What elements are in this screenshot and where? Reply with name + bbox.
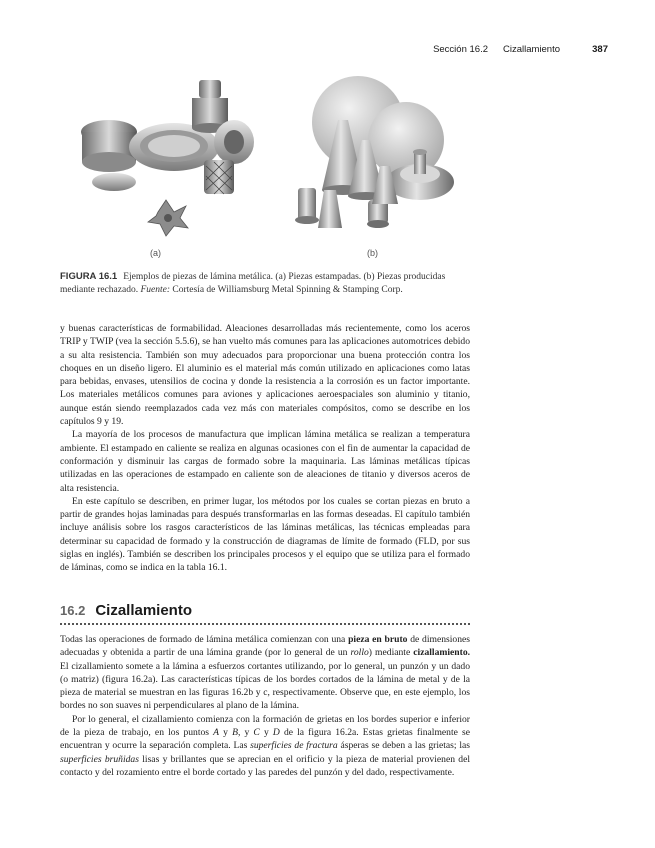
figure-label-a: (a) <box>150 248 161 258</box>
figure-caption <box>60 270 480 297</box>
header-section-title: Cizallamiento <box>502 44 560 55</box>
figure-b-spun-parts-image <box>280 70 456 238</box>
section-heading <box>60 602 480 628</box>
paragraph: Por lo general, el cizallamiento comienza con la formación de grietas en los bordes superior e inferior de la pieza de trabajo, en los puntos A y B, y C y D de la figura 16.2a. Estas grietas finalmente se encuentran y ocurre la separación completa. Las superficies de fractura ásperas se deben a las grietas; las superficies bruñidas lisas y brillantes que se aprecian en el orificio y la pieza de material provienen del contacto y del rozamiento entre el borde cortado y las paredes del punzón y del dado, respectivamente. <box>60 713 471 778</box>
figure-a-stamped-parts-image <box>74 72 262 237</box>
paragraph: y buenas características de formabilidad. Aleaciones desarrolladas más recientemente, como los aceros TRIP y TWIP (vea la sección 5.5.6), se han vuelto más comunes para las aplicaciones automotrices debido a su alta resistencia. También son muy adecuados para proporcionar una buena protección contra los choques en un diseño ligero. El aluminio es el material más común utilizado en aplicaciones como latas para bebidas, envases, utensilios de cocina y donde la resistencia a la corrosión es un factor importante. Los materiales metálicos comunes para aviones y aplicaciones aeroespaciales son aluminio y titanio, aunque están siendo reemplazados cada vez más con materiales compósitos, como se describe en los capítulos 9 y 19. <box>60 323 470 428</box>
paragraph: La mayoría de los procesos de manufactura que implican lámina metálica se realizan a temperatura ambiente. El estampado en caliente se realiza en algunas ocasiones con el fin de aumentar la capacidad de conformación y disminuir las cargas de formado sobre la maquinaria. Las láminas metálicas típicas utilizadas en las operaciones de estampado en caliente son de aleaciones de titanio y diversos aceros de alta resistencia. <box>60 429 470 494</box>
body-text-section <box>60 633 470 779</box>
figure-caption-source-label: Fuente: <box>140 285 170 295</box>
section-title: Cizallamiento <box>95 602 192 619</box>
section-divider <box>60 623 470 625</box>
paragraph: Todas las operaciones de formado de lámina metálica comienzan con una pieza en bruto de dimensiones adecuadas y obtenida a partir de una lámina grande (por lo general de un rollo) mediante cizallamiento. El cizallamiento somete a la lámina a esfuerzos cortantes utilizando, por lo general, un punzón y un dado (o matriz) (figura 16.2a). Las características típicas de los bordes cortados de la lámina de metal y de la pieza de material se muestran en las figuras 16.2b y c, respectivamente. Observe que, en este ejemplo, los bordes no son suaves ni perpendiculares al plano de la lámina. <box>60 634 471 712</box>
figure-label-b: (b) <box>367 248 378 258</box>
body-text-intro <box>60 322 470 575</box>
section-number: 16.2 <box>60 603 86 618</box>
figure-caption-text: Ejemplos de piezas de lámina metálica. (a) Piezas estampadas. (b) Piezas producidas mediante rechazado. <box>60 272 446 295</box>
page-number: 387 <box>592 44 608 55</box>
paragraph: En este capítulo se describen, en primer lugar, los métodos por los cuales se cortan piezas en bruto a partir de grandes hojas laminadas para después transformarlas en las formas deseadas. El capítulo también incluye análisis sobre los rasgos característicos de las láminas metálicas, las técnicas empleadas para determinar su capacidad de formado y la construcción de diagramas de límite de formado (FLD, por sus siglas en inglés). También se describen los principales procesos y el equipo que se utiliza para el formado de láminas, como se indica en la tabla 16.1. <box>60 495 470 574</box>
running-header <box>60 44 608 58</box>
figure-caption-label: FIGURA 16.1 <box>60 271 118 282</box>
header-section-number: Sección 16.2 <box>433 44 488 55</box>
figure-caption-source: Cortesía de Williamsburg Metal Spinning & Stamping Corp. <box>172 285 403 295</box>
